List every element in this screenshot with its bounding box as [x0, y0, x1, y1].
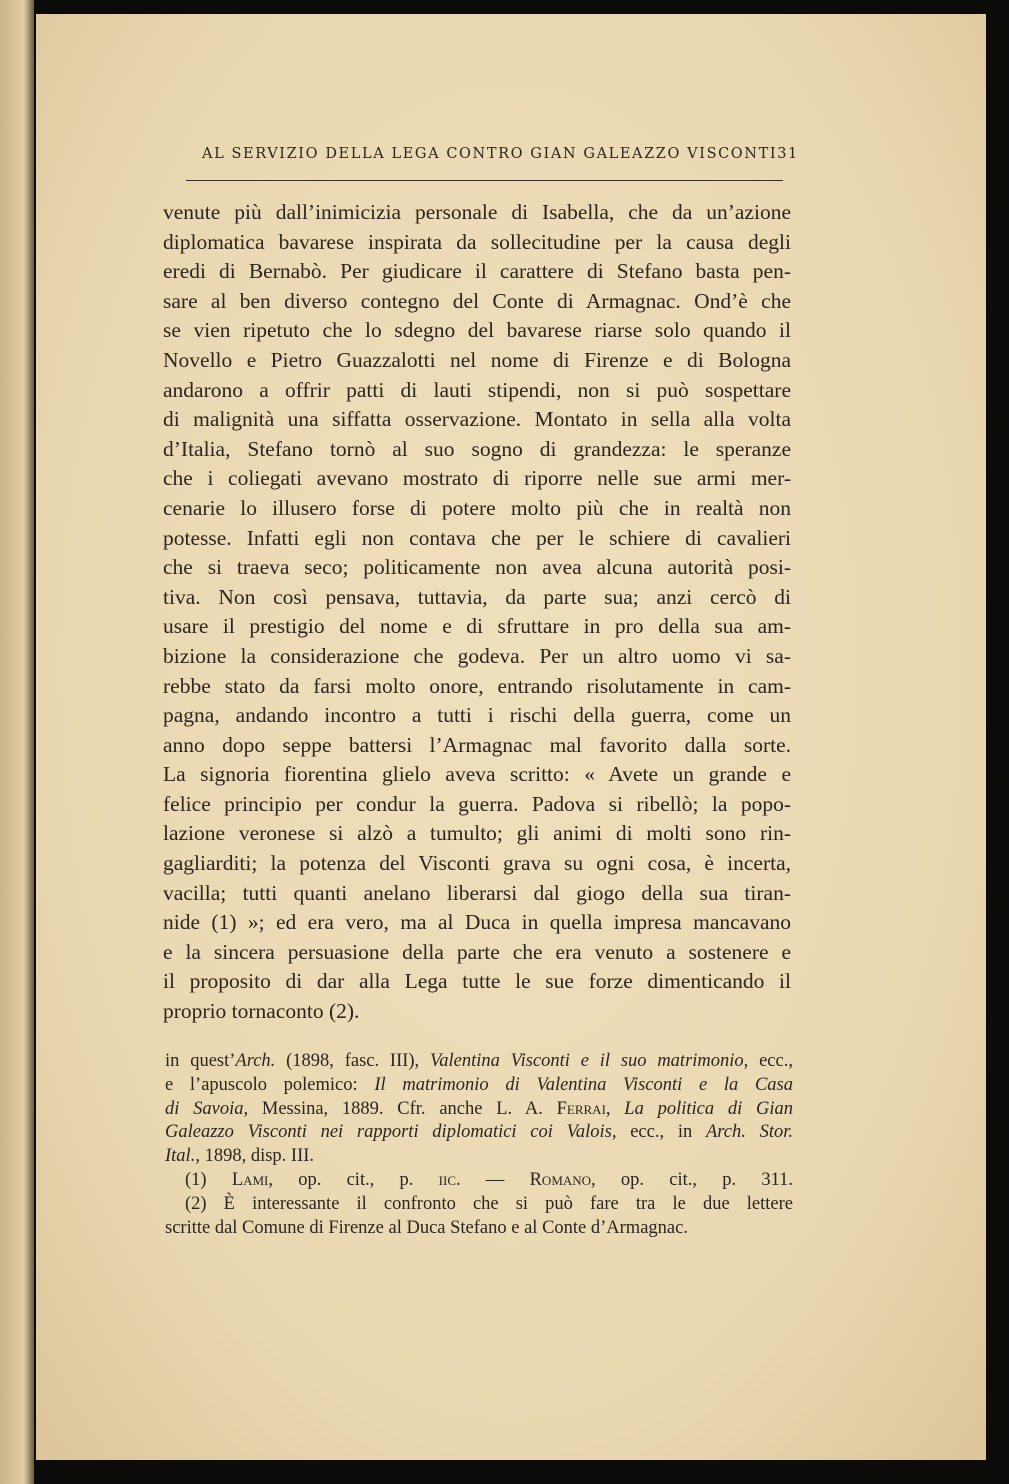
- footnote-segment: ecc., in: [616, 1122, 706, 1143]
- previous-page-edge: [0, 0, 34, 1484]
- footnote-segment: . —: [456, 1169, 530, 1190]
- text-line: e la sincera persuasione della parte che era venuto a sostenere e: [163, 939, 791, 964]
- text-line: che si traeva seco; politicamente non avea alcuna autorità posi-: [163, 555, 791, 580]
- text-line: se vien ripetuto che lo sdegno del bavarese riarse solo quando il: [163, 318, 791, 343]
- text-line: andarono a offrir patti di lauti stipendi, non si può sospettare: [163, 377, 791, 402]
- text-line: tiva. Non così pensava, tuttavia, da parte sua; anzi cercò di: [163, 584, 791, 609]
- text-line: Novello e Pietro Guazzalotti nel nome di Firenze e di Bologna: [163, 347, 791, 372]
- footnote-segment: , op. cit., p. 311.: [591, 1169, 794, 1190]
- footnote-segment: e l’apuscolo polemico:: [165, 1074, 375, 1095]
- footnote-segment: Lami: [231, 1169, 269, 1190]
- text-line: bizione la considerazione che godeva. Per un altro uomo vi sa-: [163, 643, 791, 668]
- footnote-line: [165, 1169, 793, 1193]
- footnotes: [165, 1050, 793, 1240]
- footnote-segment: iic: [438, 1169, 457, 1190]
- text-line: di malignità una siffatta osservazione. Montato in sella alla volta: [163, 407, 791, 432]
- footnote-segment: in quest’: [165, 1051, 236, 1071]
- footnote-segment: Arch. Stor.: [705, 1122, 793, 1143]
- text-line: che i coliegati avevano mostrato di riporre nelle sue armi mer-: [163, 466, 791, 491]
- footnote-segment: Valentina Visconti e il suo matrimonio,: [429, 1051, 749, 1071]
- header-rule: [186, 180, 783, 181]
- footnote-segment: Arch.: [235, 1051, 276, 1071]
- footnote-line: [165, 1050, 793, 1074]
- text-line: anno dopo seppe battersi l’Armagnac mal favorito dalla sorte.: [163, 732, 791, 757]
- text-line: sare al ben diverso contegno del Conte di Armagnac. Ond’è che: [163, 288, 791, 313]
- running-header: [202, 146, 799, 162]
- footnote-line: [165, 1145, 793, 1169]
- footnote-line: [165, 1074, 793, 1098]
- text-line: vacilla; tutti quanti anelano liberarsi dal giogo della sua tiran-: [163, 880, 791, 905]
- text-line: lazione veronese si alzò a tumulto; gli animi di molti sono rin-: [163, 821, 791, 846]
- footnote-line: [165, 1217, 793, 1241]
- footnote-segment: scritte dal Comune di Firenze al Duca Stefano e al Conte d’Armagnac.: [165, 1217, 688, 1238]
- footnote-segment: Ital.,: [165, 1146, 200, 1167]
- footnote-segment: ecc.,: [748, 1051, 793, 1071]
- text-line: La signoria fiorentina glielo aveva scritto: « Avete un grande e: [163, 762, 791, 787]
- text-line: gagliarditi; la potenza del Visconti grava su ogni cosa, è incerta,: [163, 851, 791, 876]
- running-title: AL SERVIZIO DELLA LEGA CONTRO GIAN GALEAZZO VISCONTI: [202, 146, 778, 162]
- body-text: [163, 198, 791, 1027]
- text-line: proprio tornaconto (2).: [163, 999, 360, 1024]
- footnote-segment: Ferrai: [556, 1098, 606, 1119]
- text-line: cenarie lo illusero forse di potere molto più che in realtà non: [163, 495, 791, 520]
- text-line: potesse. Infatti egli non contava che per le schiere di cavalieri: [163, 525, 791, 550]
- footnote-segment: (2) È interessante il confronto che si può fare tra le due lettere: [185, 1193, 793, 1214]
- footnote-segment: Messina, 1889. Cfr. anche L. A.: [248, 1098, 557, 1119]
- text-line: nide (1) »; ed era vero, ma al Duca in quella impresa mancavano: [163, 910, 791, 935]
- footnote-segment: (1): [185, 1169, 232, 1190]
- footnote-segment: di Savoia,: [165, 1098, 249, 1119]
- text-line: diplomatica bavarese inspirata da sollecitudine per la causa degli: [163, 229, 791, 254]
- text-line: il proposito di dar alla Lega tutte le sue forze dimenticando il: [163, 969, 791, 994]
- text-line: felice principio per condur la guerra. Padova si ribellò; la popo-: [163, 791, 791, 816]
- text-line: venute più dall’inimicizia personale di Isabella, che da un’azione: [163, 200, 791, 224]
- page-number: 31: [777, 146, 799, 162]
- footnote-segment: Romano: [529, 1169, 592, 1190]
- text-line: rebbe stato da farsi molto onore, entrando risolutamente in cam-: [163, 673, 791, 698]
- text-line: d’Italia, Stefano tornò al suo sogno di grandezza: le speranze: [163, 436, 791, 461]
- footnote-segment: 1898, disp. III.: [199, 1146, 315, 1167]
- footnote-segment: Galeazzo Visconti nei rapporti diplomatici coi Valois,: [165, 1122, 617, 1143]
- footnote-line: [165, 1098, 793, 1122]
- footnote-line: [165, 1121, 793, 1145]
- footnote-segment: La politica di Gian: [624, 1098, 794, 1119]
- footnote-line: [165, 1193, 793, 1217]
- footnote-segment: , op. cit., p.: [268, 1169, 439, 1190]
- footnote-segment: Il matrimonio di Valentina Visconti e la Casa: [374, 1074, 793, 1095]
- footnote-segment: (1898, fasc. III),: [275, 1051, 430, 1071]
- footnote-segment: ,: [605, 1098, 625, 1119]
- text-line: pagna, andando incontro a tutti i rischi della guerra, come un: [163, 703, 791, 728]
- text-line: eredi di Bernabò. Per giudicare il carattere di Stefano basta pen-: [163, 259, 791, 284]
- text-line: usare il prestigio del nome e di sfruttare in pro della sua am-: [163, 614, 791, 639]
